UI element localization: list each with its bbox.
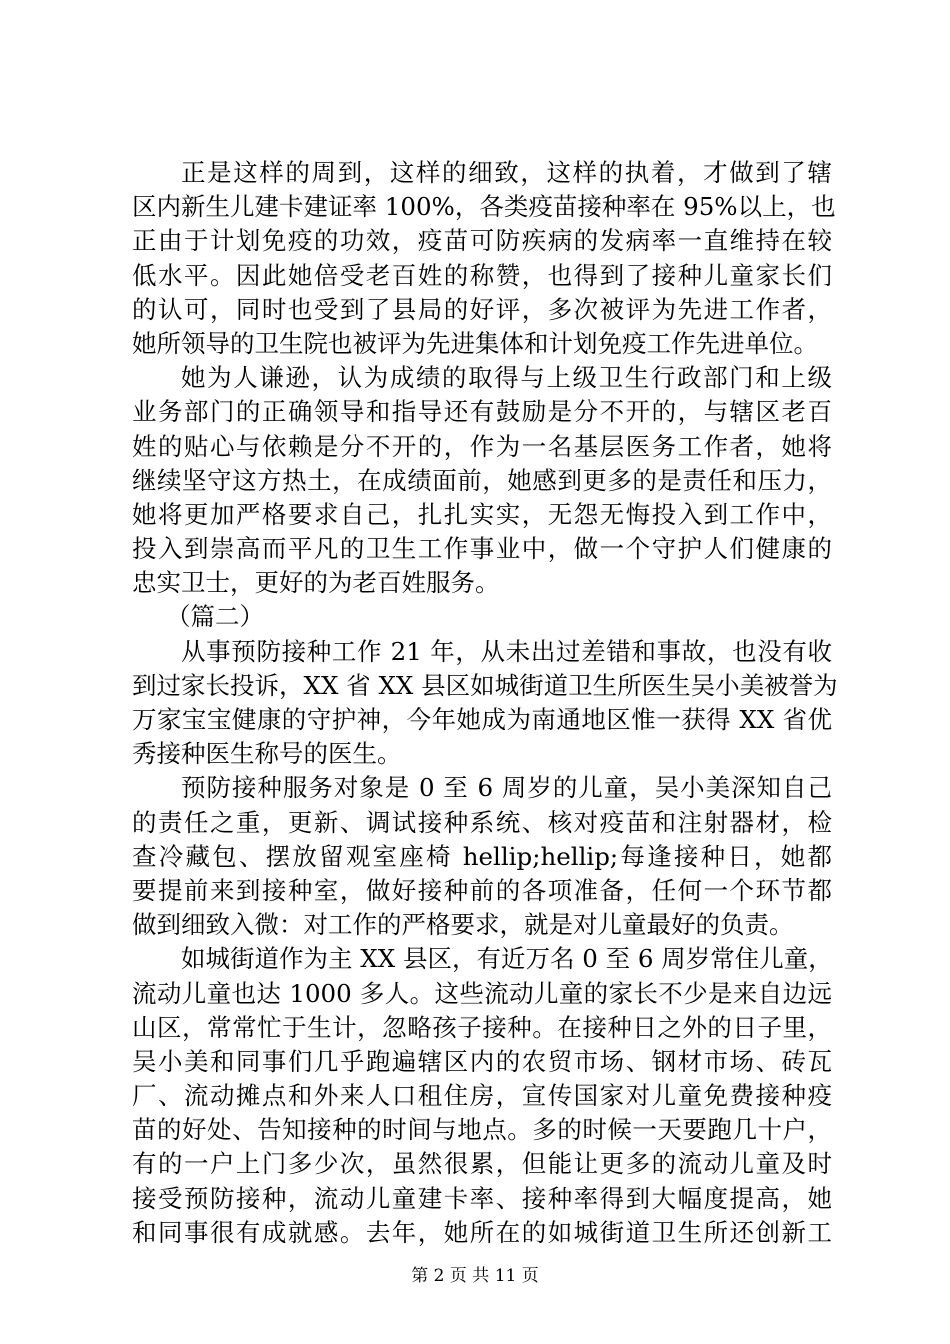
paragraph-line: 苗的好处、告知接种的时间与地点。多的时候一天要跑几十户， [132, 1115, 832, 1145]
paragraph-line: 有的一户上门多少次，虽然很累，但能让更多的流动儿童及时 [132, 1149, 832, 1179]
paragraph-line: 的认可，同时也受到了县局的好评，多次被评为先进工作者， [132, 294, 832, 324]
paragraph-line: 区内新生儿建卡建证率 100%，各类疫苗接种率在 95%以上，也 [132, 192, 836, 222]
paragraph-line: 要提前来到接种室，做好接种前的各项准备，任何一个环节都 [132, 875, 832, 905]
section-heading: （篇二） [166, 602, 264, 632]
paragraph-line: 和同事很有成就感。去年，她所在的如城街道卫生所还创新工 [132, 1217, 832, 1247]
paragraph-line: 查冷藏包、摆放留观室座椅 hellip;hellip;每逢接种日，她都 [132, 841, 832, 871]
page-number-footer: 第 2 页 共 11 页 [411, 1266, 539, 1286]
paragraph-line: 低水平。因此她倍受老百姓的称赞，也得到了接种儿童家长们 [132, 260, 832, 290]
paragraph-line: 到过家长投诉，XX 省 XX 县区如城街道卫生所医生吴小美被誉为 [132, 670, 838, 700]
paragraph-line: 预防接种服务对象是 0 至 6 周岁的儿童，吴小美深知自己 [181, 773, 832, 803]
paragraph-line: 接受预防接种，流动儿童建卡率、接种率得到大幅度提高，她 [132, 1183, 832, 1213]
paragraph-line: 做到细致入微：对工作的严格要求，就是对儿童最好的负责。 [132, 910, 794, 940]
paragraph-line: 正是这样的周到，这样的细致，这样的执着，才做到了辖 [181, 158, 832, 187]
paragraph-line: 正由于计划免疫的功效，疫苗可防疾病的发病率一直维持在较 [132, 226, 832, 256]
paragraph-line: 秀接种医生称号的医生。 [132, 739, 402, 769]
paragraph-line: 她所领导的卫生院也被评为先进集体和计划免疫工作先进单位。 [132, 328, 818, 358]
paragraph-line: 业务部门的正确领导和指导还有鼓励是分不开的，与辖区老百 [132, 397, 832, 427]
paragraph-line: 万家宝宝健康的守护神，今年她成为南通地区惟一获得 XX 省优 [132, 705, 832, 734]
paragraph-line: 她将更加严格要求自己，扎扎实实，无怨无悔投入到工作中， [132, 499, 832, 529]
paragraph-line: 山区，常常忙于生计，忽略孩子接种。在接种日之外的日子里， [132, 1012, 832, 1042]
paragraph-line: 厂、流动摊点和外来人口租住房，宣传国家对儿童免费接种疫 [132, 1081, 832, 1111]
paragraph-line: 吴小美和同事们几乎跑遍辖区内的农贸市场、钢材市场、砖瓦 [132, 1046, 832, 1076]
paragraph-line: 姓的贴心与依赖是分不开的，作为一名基层医务工作者，她将 [132, 431, 832, 461]
paragraph-line: 如城街道作为主 XX 县区，有近万名 0 至 6 周岁常住儿童， [181, 944, 833, 974]
paragraph-line: 的责任之重，更新、调试接种系统、核对疫苗和注射器材，检 [132, 807, 832, 837]
paragraph-line: 从事预防接种工作 21 年，从未出过差错和事故，也没有收 [181, 636, 832, 666]
document-body [132, 156, 838, 1250]
paragraph-line: 继续坚守这方热土，在成绩面前，她感到更多的是责任和压力， [132, 465, 832, 495]
paragraph-line: 流动儿童也达 1000 多人。这些流动儿童的家长不少是来自边远 [132, 978, 832, 1008]
paragraph-line: 投入到崇高而平凡的卫生工作事业中，做一个守护人们健康的 [132, 534, 832, 564]
paragraph-line: 她为人谦逊，认为成绩的取得与上级卫生行政部门和上级 [181, 363, 832, 393]
paragraph-line: 忠实卫士，更好的为老百姓服务。 [132, 568, 500, 598]
